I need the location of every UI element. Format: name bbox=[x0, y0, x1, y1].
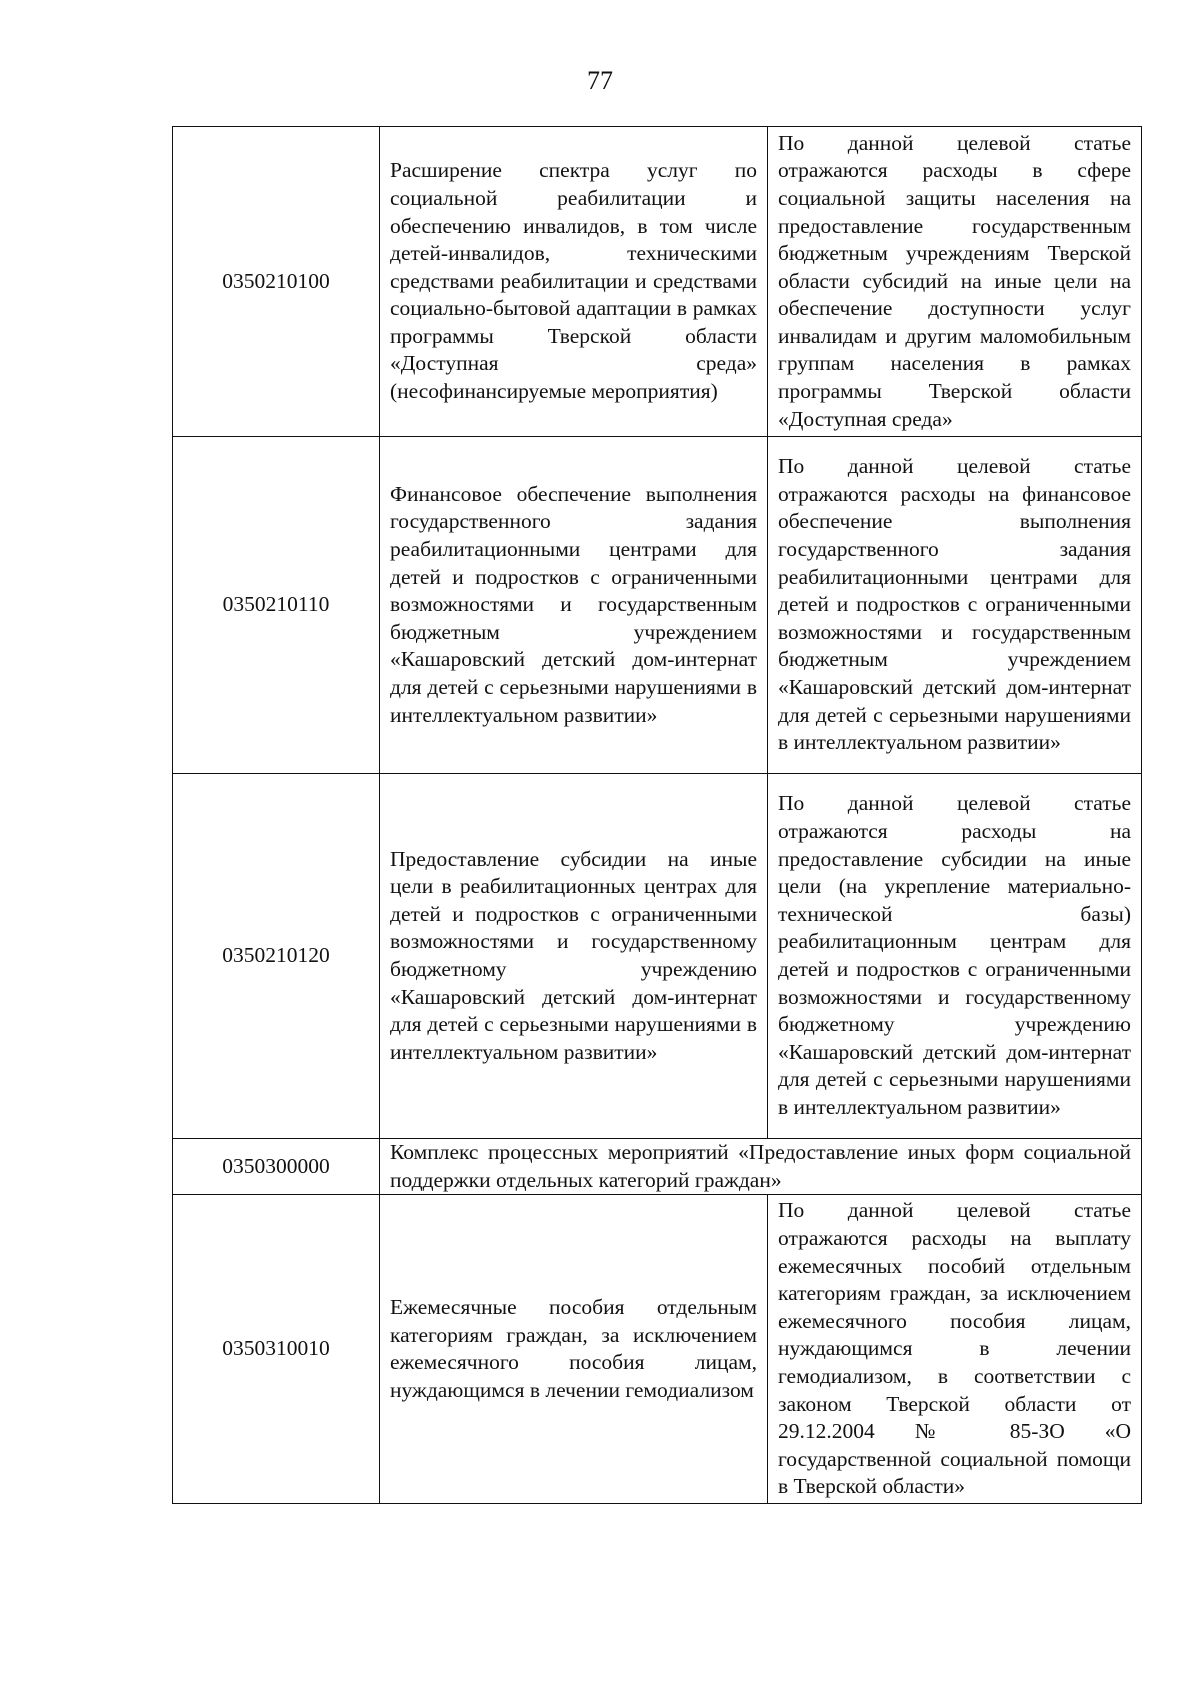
target-article-code: 0350300000 bbox=[173, 1139, 380, 1195]
target-article-code: 0350310010 bbox=[173, 1195, 380, 1504]
table-row bbox=[173, 1195, 1142, 1504]
table-row bbox=[173, 1139, 1142, 1195]
target-article-code: 0350210100 bbox=[173, 127, 380, 437]
target-article-description bbox=[768, 127, 1142, 437]
target-article-name-text: Ежемесячные пособия отдельным категориям граждан, за исключением ежемесячного пособия лицам, нуждающимся в лечении гемодиализом bbox=[390, 1295, 757, 1402]
target-article-name bbox=[380, 437, 768, 774]
target-article-name-text: Расширение спектра услуг по социальной реабилитации и обеспечению инвалидов, в том числе детей-инвалидов, техническими средствами реабилитации и средствами социально-бытовой адаптации в рамках программы Тверской области «Доступная среда» (несофинансируемые мероприятия) bbox=[390, 158, 757, 404]
target-article-description bbox=[768, 1195, 1142, 1504]
target-article-description-text: По данной целевой статье отражаются расходы в сфере социальной защиты населения на предоставление государственным бюджетным учреждениям Тверской области субсидий на иные цели на обеспечение доступности услуг инвалидам и другим маломобильным группам населения в рамках программы Тверской области «Доступная среда» bbox=[778, 130, 1131, 431]
target-article-description-text: По данной целевой статье отражаются расходы на финансовое обеспечение выполнения государственного задания реабилитационными центрами для детей и подростков с ограниченными возможностями и государственным бюджетным учреждением «Кашаровский детский дом-интернат для детей с серьезными нарушениями в интеллектуальном развитии» bbox=[778, 454, 1131, 755]
target-article-description-text: По данной целевой статье отражаются расходы на выплату ежемесячных пособий отдельным категориям граждан, за исключением ежемесячного пособия лицам, нуждающимся в лечении гемодиализом, в соответствии с законом Тверской области от 29.12.2004 № 85-ЗО «О государственной социальной помощи в Тверской области» bbox=[778, 1198, 1131, 1499]
section-heading bbox=[380, 1139, 1142, 1195]
budget-classification-table bbox=[172, 126, 1142, 1504]
target-article-description bbox=[768, 774, 1142, 1139]
target-article-description-text: По данной целевой статье отражаются расходы на предоставление субсидии на иные цели (на укрепление материально-технической базы) реабилитационным центрам для детей и подростков с ограниченными возможностями и государственному бюджетному учреждению «Кашаровский детский дом-интернат для детей с серьезными нарушениями в интеллектуальном развитии» bbox=[778, 791, 1131, 1119]
target-article-name-text: Финансовое обеспечение выполнения государственного задания реабилитационными центрами для детей и подростков с ограниченными возможностями и государственным бюджетным учреждением «Кашаровский детский дом-интернат для детей с серьезными нарушениями в интеллектуальном развитии» bbox=[390, 481, 757, 727]
table-row bbox=[173, 774, 1142, 1139]
target-article-name bbox=[380, 774, 768, 1139]
page-number: 77 bbox=[587, 66, 613, 95]
table-row bbox=[173, 437, 1142, 774]
target-article-name-text: Предоставление субсидии на иные цели в реабилитационных центрах для детей и подростков с ограниченными возможностями и государственному бюджетному учреждению «Кашаровский детский дом-интернат для детей с серьезными нарушениями в интеллектуальном развитии» bbox=[390, 846, 757, 1064]
target-article-name bbox=[380, 1195, 768, 1504]
section-heading-text: Комплекс процессных мероприятий «Предоставление иных форм социальной поддержки отдельных категорий граждан» bbox=[390, 1140, 1131, 1192]
target-article-description bbox=[768, 437, 1142, 774]
target-article-name bbox=[380, 127, 768, 437]
target-article-code: 0350210110 bbox=[173, 437, 380, 774]
target-article-code: 0350210120 bbox=[173, 774, 380, 1139]
table-row bbox=[173, 127, 1142, 437]
